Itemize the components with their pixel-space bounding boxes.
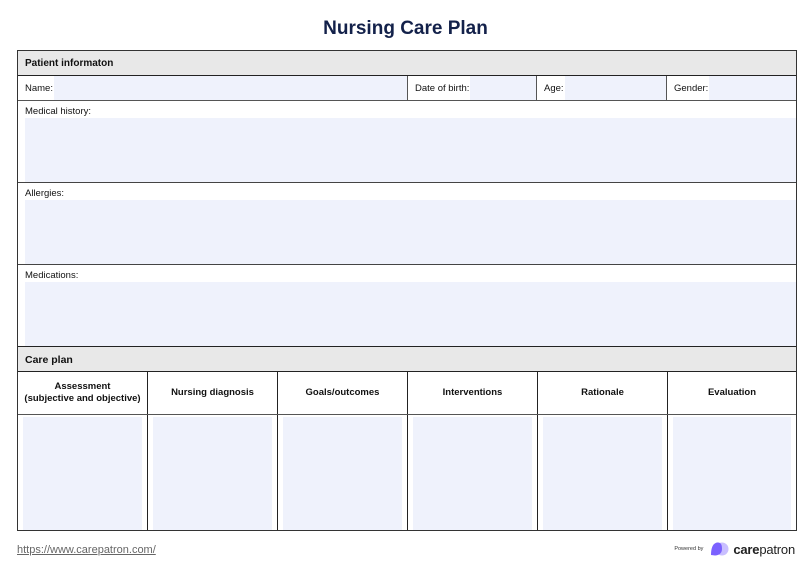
medical-history-section — [18, 101, 796, 183]
care-plan-entry-row — [18, 415, 796, 530]
dob-field[interactable] — [408, 76, 537, 100]
column-header-evaluation: Evaluation — [707, 387, 757, 398]
nursing-diagnosis-input[interactable] — [153, 417, 272, 530]
page-title: Nursing Care Plan — [323, 18, 488, 39]
name-field[interactable] — [18, 76, 408, 100]
care-plan-form — [17, 50, 797, 531]
interventions-input[interactable] — [413, 417, 532, 530]
gender-field[interactable] — [667, 76, 796, 100]
allergies-input[interactable] — [25, 200, 796, 264]
carepatron-wordmark — [733, 542, 795, 557]
medications-input[interactable] — [25, 282, 796, 346]
goals-outcomes-cell — [278, 415, 408, 530]
goals-outcomes-input[interactable] — [283, 417, 402, 530]
medical-history-label: Medical history: — [25, 106, 91, 117]
allergies-label: Allergies: — [25, 188, 65, 199]
column-header-assessment — [18, 372, 148, 414]
care-plan-header: Care plan — [18, 347, 796, 372]
carepatron-link[interactable]: https://www.carepatron.com/ — [17, 544, 156, 556]
assessment-label: Assessment — [54, 381, 111, 392]
nursing-diagnosis-cell — [148, 415, 278, 530]
allergies-section — [18, 183, 796, 265]
powered-by-badge — [674, 541, 795, 557]
care-plan-column-headers — [18, 372, 796, 415]
evaluation-cell — [668, 415, 796, 530]
dob-label: Date of birth: — [408, 76, 470, 100]
age-field[interactable] — [537, 76, 667, 100]
assessment-input[interactable] — [23, 417, 142, 530]
gender-input[interactable] — [709, 76, 796, 100]
assessment-cell — [18, 415, 148, 530]
medical-history-input[interactable] — [25, 118, 796, 182]
patient-info-row — [18, 76, 796, 101]
medications-label: Medications: — [25, 270, 79, 281]
age-label: Age: — [537, 76, 565, 100]
medications-section — [18, 265, 796, 347]
name-input[interactable] — [54, 76, 407, 100]
powered-by-text: Powered by — [674, 546, 704, 552]
brand-bold: care — [733, 541, 760, 557]
column-header-interventions: Interventions — [408, 372, 538, 414]
column-header-nursing-diagnosis: Nursing diagnosis — [148, 372, 278, 414]
age-input[interactable] — [565, 76, 666, 100]
assessment-sublabel: (subjective and objective) — [24, 393, 141, 404]
name-label: Name: — [18, 76, 54, 100]
carepatron-logo-icon — [709, 541, 729, 557]
gender-label: Gender: — [667, 76, 709, 100]
column-header-goals-outcomes: Goals/outcomes — [278, 372, 408, 414]
column-header-rationale: Rationale — [538, 372, 668, 414]
brand-rest: patron — [759, 541, 795, 557]
rationale-cell — [538, 415, 668, 530]
patient-info-header: Patient informaton — [18, 51, 796, 76]
dob-input[interactable] — [470, 76, 536, 100]
interventions-cell — [408, 415, 538, 530]
rationale-input[interactable] — [543, 417, 662, 530]
evaluation-input[interactable] — [673, 417, 791, 530]
